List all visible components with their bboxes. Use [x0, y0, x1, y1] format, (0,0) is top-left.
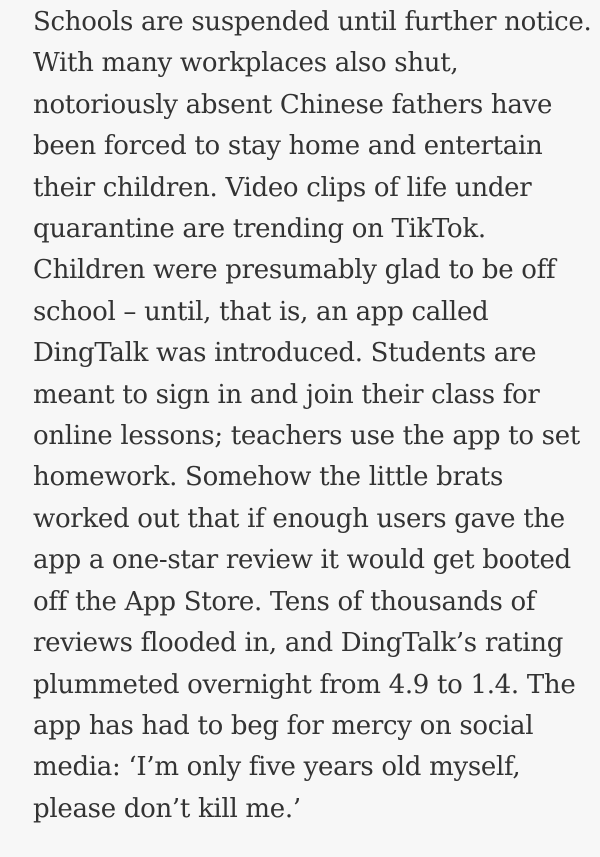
text-line: online lessons; teachers use the app to set: [33, 421, 580, 452]
text-line: off the App Store. Tens of thousands of: [33, 586, 536, 617]
text-line: media: ‘I’m only five years old myself,: [33, 752, 521, 783]
text-line: homework. Somehow the little brats: [33, 462, 503, 493]
text-line: school – until, that is, an app called: [33, 296, 489, 327]
text-line: their children. Video clips of life under: [33, 172, 532, 203]
text-line: With many workplaces also shut,: [33, 48, 459, 79]
text-line: notoriously absent Chinese fathers have: [33, 89, 553, 120]
text-line: worked out that if enough users gave the: [33, 503, 565, 534]
text-line: app has had to beg for mercy on social: [33, 710, 534, 741]
text-line: reviews flooded in, and DingTalk’s rating: [33, 628, 564, 659]
text-line: app a one-star review it would get booted: [33, 545, 571, 576]
text-line: DingTalk was introduced. Students are: [33, 338, 537, 369]
text-line: plummeted overnight from 4.9 to 1.4. The: [33, 669, 576, 700]
text-line: Schools are suspended until further notice.: [33, 7, 592, 37]
text-line: been forced to stay home and entertain: [33, 131, 543, 162]
text-line: Children were presumably glad to be off: [33, 255, 556, 286]
text-line: meant to sign in and join their class for: [33, 379, 540, 410]
text-line: quarantine are trending on TikTok.: [33, 214, 486, 245]
text-line: please don’t kill me.’: [33, 793, 301, 824]
